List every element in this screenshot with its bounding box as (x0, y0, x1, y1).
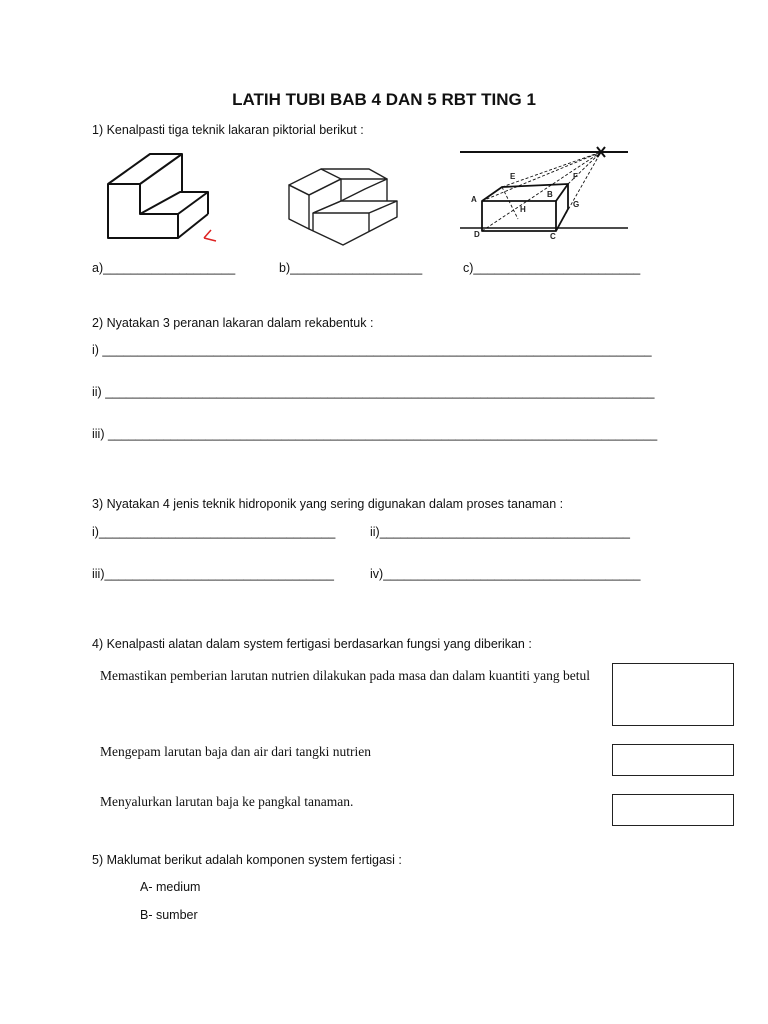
diagram-label-g: G (573, 200, 580, 209)
q2-question: 2) Nyatakan 3 peranan lakaran dalam rekabentuk : (92, 316, 374, 330)
q4-answer-box-1[interactable] (612, 663, 734, 726)
diagram-label-a: A (471, 195, 477, 204)
q1-answer-a[interactable]: a)___________________ (92, 261, 236, 275)
q3-question: 3) Nyatakan 4 jenis teknik hidroponik yang sering digunakan dalam proses tanaman : (92, 497, 564, 511)
isometric-sketch-figure (283, 155, 413, 250)
oblique-sketch-figure (100, 148, 225, 248)
q3-answer-i[interactable]: i)__________________________________ (92, 525, 336, 539)
q3-answer-iii[interactable]: iii)_________________________________ (92, 567, 334, 581)
q1-question: 1) Kenalpasti tiga teknik lakaran piktorial berikut : (92, 123, 364, 137)
diagram-label-c: C (550, 232, 556, 241)
q3-answer-ii[interactable]: ii)____________________________________ (370, 525, 630, 539)
diagram-label-b: B (547, 190, 553, 199)
q1-answer-c[interactable]: c)________________________ (463, 261, 641, 275)
q5-question: 5) Maklumat berikut adalah komponen system fertigasi : (92, 853, 402, 867)
q4-item-1-text: Memastikan pemberian larutan nutrien dilakukan pada masa dan dalam kuantiti yang betul (100, 668, 590, 683)
q3-answer-iv[interactable]: iv)_____________________________________ (370, 567, 641, 581)
perspective-sketch-figure (460, 143, 630, 243)
q4-answer-box-3[interactable] (612, 794, 734, 826)
q4-item-3-text: Menyalurkan larutan baja ke pangkal tanaman. (100, 794, 354, 809)
diagram-label-f: F (573, 172, 578, 181)
q2-answer-line-1[interactable]: i) _______________________________________________________________________________ (92, 343, 652, 357)
diagram-label-e: E (510, 172, 516, 181)
worksheet-title: LATIH TUBI BAB 4 DAN 5 RBT TING 1 (232, 90, 536, 109)
diagram-label-d: D (474, 230, 480, 239)
q1-answer-b[interactable]: b)___________________ (279, 261, 423, 275)
q2-answer-line-2[interactable]: ii) _______________________________________________________________________________ (92, 385, 655, 399)
q4-question: 4) Kenalpasti alatan dalam system fertigasi berdasarkan fungsi yang diberikan : (92, 637, 532, 651)
q4-item-2-text: Mengepam larutan baja dan air dari tangki nutrien (100, 744, 372, 759)
q5-item-a: A- medium (140, 880, 201, 894)
q2-answer-line-3[interactable]: iii) _______________________________________________________________________________ (92, 427, 658, 441)
q5-item-b: B- sumber (140, 908, 198, 922)
q4-answer-box-2[interactable] (612, 744, 734, 776)
diagram-label-h: H (520, 205, 526, 214)
